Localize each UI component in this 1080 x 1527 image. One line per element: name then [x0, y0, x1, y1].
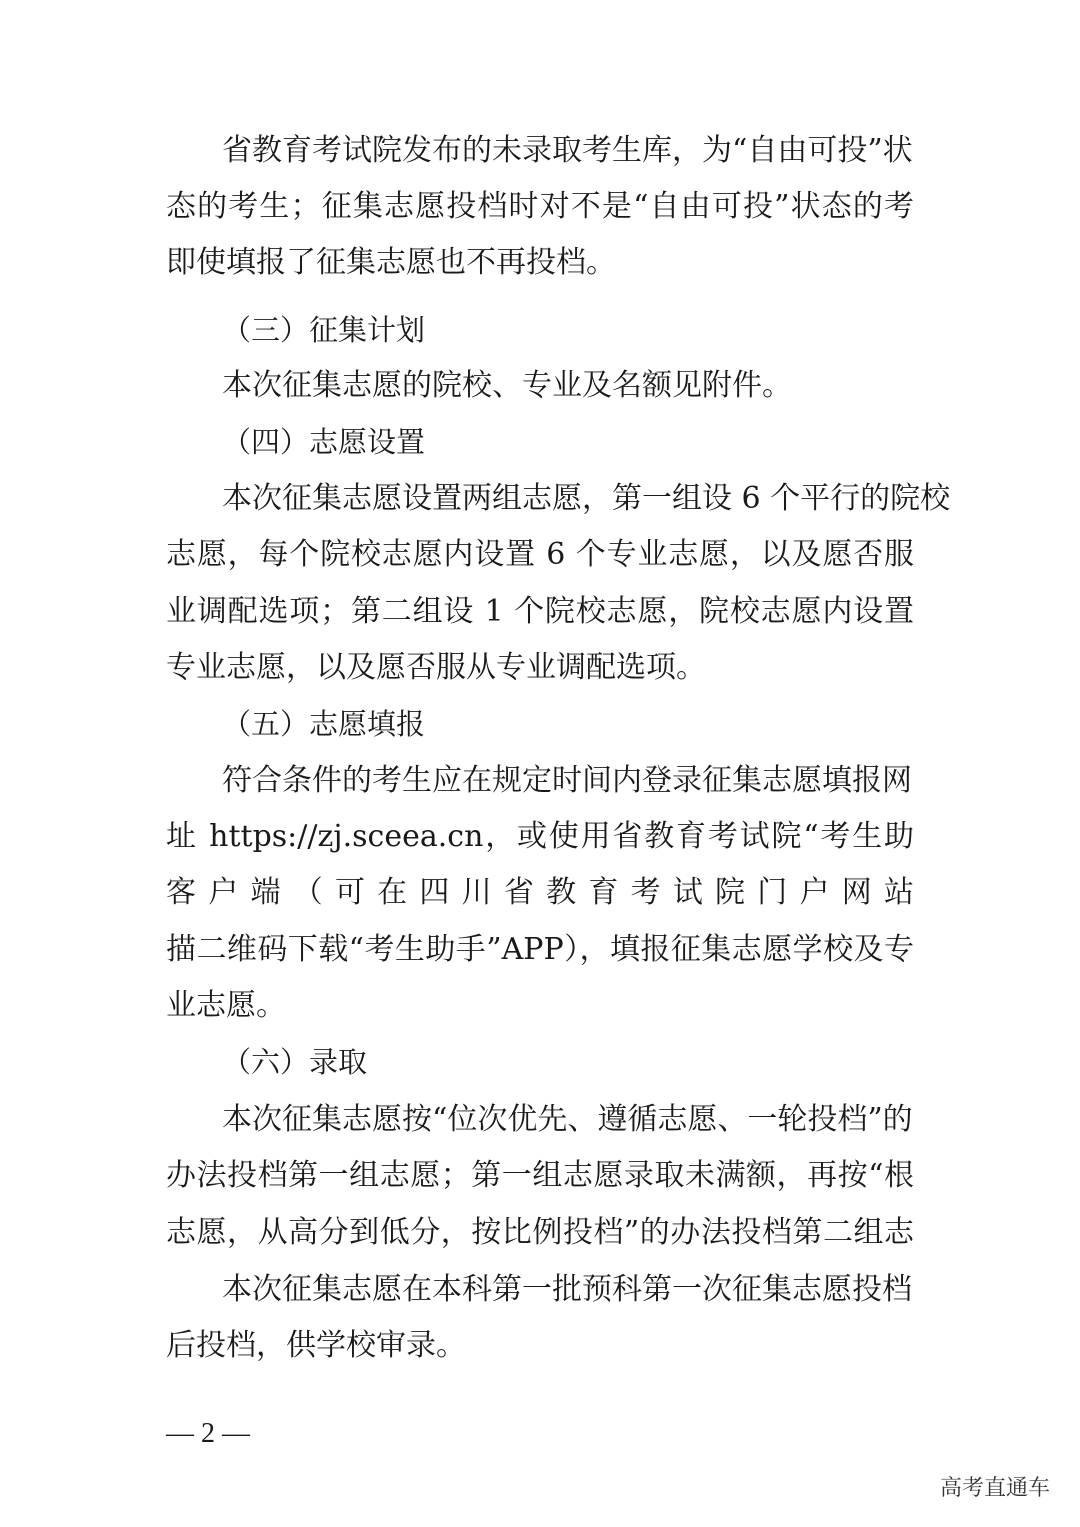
- paragraph-line: 本次征集志愿在本科第一批预科第一次征集志愿投档: [222, 1272, 912, 1307]
- section-heading: （四）志愿设置: [222, 425, 426, 459]
- paragraph-line: 志愿，每个院校志愿内设置 6 个专业志愿，以及愿否服: [166, 537, 914, 572]
- paragraph-line: 符合条件的考生应在规定时间内登录征集志愿填报网: [222, 763, 912, 798]
- paragraph-line: 即使填报了征集志愿也不再投档。: [166, 245, 616, 280]
- paragraph-line: 描二维码下载“考生助手”APP），填报征集志愿学校及专: [166, 932, 914, 967]
- paragraph-line: 省教育考试院发布的未录取考生库，为“自由可投”状: [222, 133, 913, 168]
- paragraph-line: 办法投档第一组志愿；第一组志愿录取未满额，再按“根: [166, 1158, 914, 1193]
- paragraph-line: 本次征集志愿设置两组志愿，第一组设 6 个平行的院校: [222, 481, 951, 516]
- paragraph-line: 本次征集志愿按“位次优先、遵循志愿、一轮投档”的: [222, 1102, 913, 1137]
- page-number: — 2 —: [166, 1418, 250, 1449]
- paragraph-line: 本次征集志愿的院校、专业及名额见附件。: [222, 368, 792, 403]
- watermark-text: 高考直通车: [940, 1476, 1051, 1501]
- paragraph-line: 业调配选项；第二组设 1 个院校志愿，院校志愿内设置: [166, 594, 914, 629]
- paragraph-line: 专业志愿，以及愿否服从专业调配选项。: [166, 650, 706, 685]
- paragraph-line: 志愿，从高分到低分，按比例投档”的办法投档第二组志: [166, 1215, 914, 1250]
- paragraph-line: 址 https://zj.sceea.cn，或使用省教育考试院“考生助: [166, 819, 914, 854]
- section-heading: （五）志愿填报: [222, 707, 426, 741]
- paragraph-line: 客户端（可在四川省教育考试院门户网站: [166, 875, 914, 910]
- section-heading: （三）征集计划: [222, 313, 426, 347]
- paragraph-line: 态的考生；征集志愿投档时对不是“自由可投”状态的考: [166, 189, 914, 224]
- section-heading: （六）录取: [222, 1045, 368, 1079]
- paragraph-line: 业志愿。: [166, 988, 286, 1023]
- paragraph-line: 后投档，供学校审录。: [166, 1328, 466, 1363]
